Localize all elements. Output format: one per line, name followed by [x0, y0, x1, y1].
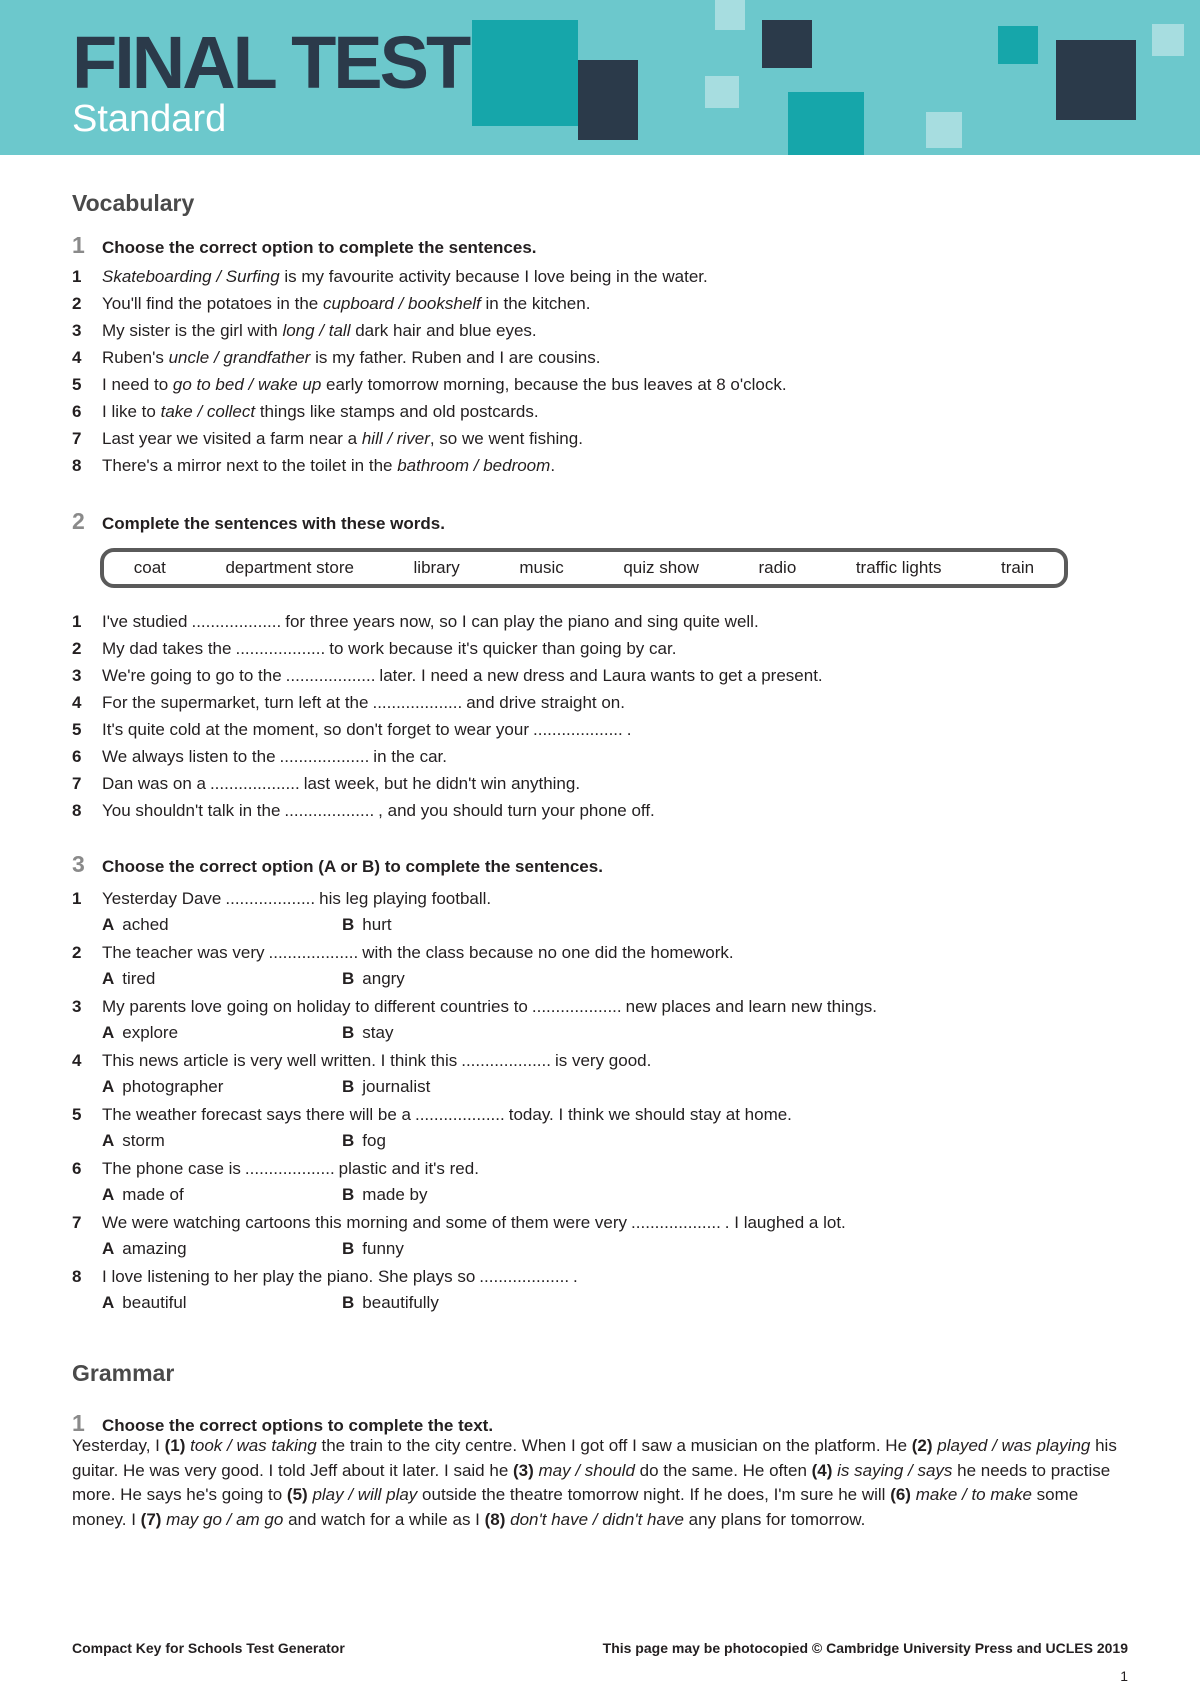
sentence-text [102, 456, 555, 476]
sentence-fragment: My sister is the girl with [102, 320, 283, 340]
sentence-text [102, 429, 583, 449]
option-a [102, 915, 342, 935]
option-a [102, 1077, 342, 1097]
decor-square [788, 92, 864, 155]
exercise-instruction: Complete the sentences with these words. [102, 514, 445, 533]
text-fragment: outside the theatre tomorrow night. If he does, I'm sure he will [417, 1485, 891, 1505]
sentence-fragment: My dad takes the [102, 638, 232, 658]
option-b [342, 1023, 582, 1043]
item-number: 2 [72, 638, 82, 658]
section-heading-vocabulary: Vocabulary [72, 190, 195, 216]
exercise-instruction: Choose the correct option (A or B) to complete the sentences. [102, 857, 603, 876]
text-fragment: his guitar. He was very good. I told Jeff about it later. I said he [72, 1436, 1117, 1480]
sentence-fragment: today. I think we should stay at home. [508, 1104, 792, 1124]
sentence-fragment: is very good. [554, 1050, 652, 1070]
sentence-fragment: things like stamps and old postcards. [255, 401, 539, 421]
sentence-item [72, 716, 631, 743]
option-text: beautiful [122, 1293, 187, 1312]
option-letter: B [342, 969, 355, 988]
sentence-fragment: Yesterday Dave [102, 888, 222, 908]
option-b [342, 1293, 582, 1313]
word-option: coat [133, 558, 166, 577]
option-choice: play / will play [312, 1485, 418, 1505]
sentence-text [102, 889, 491, 909]
sentence-text [102, 294, 590, 314]
decor-square [1152, 24, 1184, 56]
answer-blank: ................... [209, 773, 300, 793]
option-text: amazing [122, 1239, 187, 1258]
sentence-fragment: , and you should turn your phone off. [378, 800, 655, 820]
footer-source: Compact Key for Schools Test Generator [72, 1640, 345, 1656]
sentence-item [72, 635, 676, 662]
sentence-fragment: I love listening to her play the piano. She plays so [102, 1266, 476, 1286]
option-choice: took / was taking [190, 1436, 317, 1455]
text-fragment: the train to the city centre. When I got off I saw a musician on the platform. He [316, 1436, 912, 1455]
option-letter: B [342, 1077, 355, 1096]
gap-number: (2) [911, 1436, 933, 1455]
option-choice: is saying / says [837, 1460, 953, 1480]
option-text: explore [122, 1023, 179, 1042]
footer-copyright: This page may be photocopied © Cambridge University Press and UCLES 2019 [602, 1640, 1128, 1656]
sentence-text [102, 639, 676, 659]
sentence-text [102, 375, 787, 395]
sentence-fragment: dark hair and blue eyes. [350, 320, 537, 340]
option-choice: make / to make [915, 1485, 1032, 1505]
option-text: stay [362, 1023, 394, 1042]
sentence-fragment: For the supermarket, turn left at the [102, 692, 369, 712]
page-title: FINAL TEST [72, 21, 469, 104]
option-choice: may go / am go [166, 1509, 284, 1529]
sentence-fragment: last week, but he didn't win anything. [303, 773, 581, 793]
sentence-fragment: I need to [102, 374, 173, 394]
answer-options [102, 1236, 582, 1262]
sentence-fragment: This news article is very well written. I think this [102, 1050, 458, 1070]
decor-square [705, 76, 739, 108]
item-number: 8 [72, 1266, 82, 1286]
sentence-item [72, 770, 580, 797]
option-letter: A [102, 1077, 115, 1096]
exercise-number: 1 [72, 232, 85, 258]
option-a [102, 1185, 342, 1205]
option-text: funny [362, 1239, 404, 1258]
answer-blank: ................... [191, 611, 282, 631]
sentence-fragment: early tomorrow morning, because the bus leaves at 8 o'clock. [321, 374, 787, 394]
answer-blank: ................... [372, 692, 463, 712]
gap-number: (7) [140, 1509, 162, 1529]
exercise-instruction: Choose the correct options to complete the text. [102, 1416, 494, 1435]
sentence-item [72, 743, 447, 770]
option-text: hurt [362, 915, 392, 934]
sentence-fragment: , so we went fishing. [429, 428, 583, 448]
item-number: 6 [72, 401, 82, 421]
exercise-header [72, 232, 537, 259]
option-letter: A [102, 1293, 115, 1312]
sentence-item [72, 1209, 846, 1236]
option-choice: hill / river [361, 428, 430, 448]
sentence-fragment: We're going to go to the [102, 665, 282, 685]
option-choice: long / tall [282, 320, 351, 340]
sentence-fragment: My parents love going on holiday to different countries to [102, 996, 528, 1016]
decor-square [762, 20, 812, 68]
answer-blank: ................... [279, 746, 370, 766]
sentence-item [72, 689, 625, 716]
sentence-fragment: We always listen to the [102, 746, 276, 766]
item-number: 4 [72, 347, 82, 367]
word-box [100, 548, 1068, 588]
option-letter: A [102, 1185, 115, 1204]
answer-blank: ................... [225, 888, 316, 908]
sentence-fragment: and drive straight on. [466, 692, 625, 712]
word-option: department store [225, 558, 354, 577]
sentence-text [102, 1159, 479, 1179]
section-heading-grammar: Grammar [72, 1360, 175, 1386]
option-letter: B [342, 1239, 355, 1258]
sentence-text [102, 1105, 792, 1125]
sentence-fragment: with the class because no one did the homework. [362, 942, 734, 962]
item-number: 5 [72, 1104, 82, 1124]
sentence-item [72, 344, 600, 371]
item-number: 7 [72, 773, 82, 793]
sentence-text [102, 720, 631, 740]
sentence-item [72, 1047, 651, 1074]
sentence-fragment: later. I need a new dress and Laura wants to get a present. [379, 665, 823, 685]
exercise-number: 2 [72, 508, 85, 534]
option-choice: go to bed / wake up [172, 374, 322, 394]
sentence-fragment: You shouldn't talk in the [102, 800, 281, 820]
exercise-header [72, 851, 603, 878]
sentence-text [102, 321, 537, 341]
gap-number: (1) [164, 1436, 186, 1455]
answer-blank: ................... [235, 638, 326, 658]
header-banner [0, 0, 1200, 155]
option-choice: uncle / grandfather [168, 347, 311, 367]
option-letter: A [102, 915, 115, 934]
option-letter: A [102, 1239, 115, 1258]
item-number: 3 [72, 996, 82, 1016]
answer-options [102, 1182, 582, 1208]
option-a [102, 969, 342, 989]
answer-options [102, 1128, 582, 1154]
decor-square [1056, 40, 1136, 120]
option-b [342, 1131, 582, 1151]
option-letter: A [102, 1023, 115, 1042]
text-fragment: do the same. He often [634, 1460, 812, 1480]
item-number: 8 [72, 455, 82, 475]
sentence-text [102, 774, 580, 794]
option-text: ached [122, 915, 169, 934]
option-choice: cupboard / bookshelf [322, 293, 481, 313]
gap-number: (5) [286, 1485, 308, 1505]
item-number: 8 [72, 800, 82, 820]
sentence-fragment: is my favourite activity because I love being in the water. [279, 266, 708, 286]
word-option: quiz show [623, 558, 699, 577]
exercise-header [72, 1410, 493, 1437]
option-choice: bathroom / bedroom [397, 455, 551, 475]
sentence-fragment: Ruben's [102, 347, 169, 367]
answer-blank: ................... [461, 1050, 551, 1070]
item-number: 7 [72, 428, 82, 448]
answer-options [102, 912, 582, 938]
item-number: 4 [72, 1050, 82, 1070]
decor-square [998, 26, 1038, 64]
gap-number: (8) [484, 1509, 506, 1529]
option-text: beautifully [362, 1293, 439, 1312]
item-number: 7 [72, 1212, 82, 1232]
sentence-item [72, 425, 583, 452]
sentence-item [72, 1263, 578, 1290]
option-a [102, 1239, 342, 1259]
option-b [342, 1239, 582, 1259]
sentence-fragment: I've studied [102, 611, 188, 631]
option-letter: B [342, 1023, 355, 1042]
option-text: tired [122, 969, 156, 988]
sentence-fragment: to work because it's quicker than going by car. [329, 638, 677, 658]
exercise-number: 3 [72, 851, 85, 877]
option-text: fog [362, 1131, 386, 1150]
sentence-text [102, 1267, 578, 1287]
sentence-item [72, 290, 590, 317]
page-subtitle: Standard [72, 98, 227, 140]
option-text: journalist [362, 1077, 431, 1096]
option-b [342, 969, 582, 989]
sentence-text [102, 747, 447, 767]
option-a [102, 1023, 342, 1043]
gap-number: (6) [890, 1485, 911, 1505]
option-choice: played / was playing [937, 1436, 1091, 1455]
text-fragment: some money. I [72, 1485, 1079, 1529]
option-b [342, 1077, 582, 1097]
answer-blank: ................... [284, 800, 375, 820]
item-number: 5 [72, 374, 82, 394]
answer-blank: ................... [414, 1104, 505, 1124]
item-number: 1 [72, 266, 82, 286]
word-option: music [519, 558, 564, 577]
exercise-instruction: Choose the correct option to complete the sentences. [102, 238, 537, 257]
option-b [342, 915, 582, 935]
sentence-text [102, 267, 708, 287]
sentence-fragment: The phone case is [102, 1158, 241, 1178]
sentence-text [102, 348, 600, 368]
sentence-fragment: . I laughed a lot. [724, 1212, 846, 1232]
sentence-fragment: The teacher was very [102, 942, 265, 962]
page-number: 1 [1120, 1668, 1128, 1684]
sentence-fragment: . [573, 1266, 578, 1286]
text-fragment: any plans for tomorrow. [683, 1509, 866, 1529]
item-number: 6 [72, 746, 82, 766]
decor-square [926, 112, 962, 148]
sentence-item [72, 608, 759, 635]
option-choice: Skateboarding / Surfing [102, 266, 280, 286]
answer-options [102, 1290, 582, 1316]
option-b [342, 1185, 582, 1205]
text-fragment: Yesterday, I [72, 1436, 165, 1455]
answer-blank: ................... [268, 942, 359, 962]
sentence-fragment: We were watching cartoons this morning and some of them were very [102, 1212, 628, 1232]
sentence-item [72, 1155, 479, 1182]
sentence-text [102, 1051, 651, 1071]
word-option: traffic lights [855, 558, 942, 577]
sentence-item [72, 317, 537, 344]
option-letter: A [102, 1131, 115, 1150]
sentence-item [72, 371, 787, 398]
option-letter: B [342, 1131, 355, 1150]
answer-blank: ................... [244, 1158, 335, 1178]
item-number: 1 [72, 888, 82, 908]
decor-square [472, 20, 578, 126]
gap-number: (4) [811, 1460, 833, 1480]
answer-options [102, 1074, 582, 1100]
option-letter: A [102, 969, 115, 988]
word-option: train [1001, 558, 1035, 577]
sentence-item [72, 662, 823, 689]
option-text: made of [122, 1185, 184, 1204]
text-fragment: and watch for a while as I [283, 1509, 485, 1529]
option-a [102, 1131, 342, 1151]
option-choice: may / should [538, 1460, 635, 1480]
sentence-text [102, 612, 759, 632]
option-choice: don't have / didn't have [510, 1509, 684, 1529]
sentence-text [102, 1213, 846, 1233]
sentence-fragment: There's a mirror next to the toilet in the [102, 455, 398, 475]
answer-blank: ................... [531, 996, 622, 1016]
gap-number: (3) [513, 1460, 534, 1480]
item-number: 4 [72, 692, 82, 712]
sentence-text [102, 997, 877, 1017]
answer-blank: ................... [533, 719, 623, 739]
sentence-fragment: I like to [102, 401, 161, 421]
option-letter: B [342, 915, 355, 934]
option-text: storm [122, 1131, 165, 1150]
sentence-item [72, 1101, 792, 1128]
sentence-item [72, 797, 655, 824]
sentence-fragment: his leg playing football. [319, 888, 492, 908]
text-fragment: he needs to practise more. He says he's going to [72, 1460, 1111, 1505]
sentence-item [72, 939, 734, 966]
sentence-text [102, 943, 734, 963]
answer-blank: ................... [631, 1212, 721, 1232]
option-a [102, 1293, 342, 1313]
sentence-text [102, 693, 625, 713]
sentence-item [72, 263, 708, 290]
sentence-item [72, 452, 555, 479]
sentence-fragment: in the kitchen. [480, 293, 591, 313]
sentence-fragment: for three years now, so I can play the piano and sing quite well. [285, 611, 759, 631]
exercise-header [72, 508, 445, 535]
item-number: 5 [72, 719, 82, 739]
word-option: library [413, 558, 460, 577]
sentence-item [72, 993, 877, 1020]
sentence-text [102, 666, 823, 686]
option-text: photographer [122, 1077, 224, 1096]
sentence-fragment: is my father. Ruben and I are cousins. [310, 347, 601, 367]
option-choice: take / collect [160, 401, 256, 421]
sentence-fragment: It's quite cold at the moment, so don't forget to wear your [102, 719, 529, 739]
sentence-fragment: Dan was on a [102, 773, 206, 793]
grammar-text [72, 1434, 1128, 1532]
answer-blank: ................... [285, 665, 376, 685]
item-number: 2 [72, 942, 82, 962]
option-letter: B [342, 1293, 355, 1312]
answer-blank: ................... [479, 1266, 570, 1286]
option-letter: B [342, 1185, 355, 1204]
option-text: angry [362, 969, 405, 988]
item-number: 3 [72, 320, 82, 340]
item-number: 1 [72, 611, 82, 631]
sentence-fragment: new places and learn new things. [625, 996, 878, 1016]
sentence-text [102, 801, 655, 821]
item-number: 6 [72, 1158, 82, 1178]
sentence-fragment: . [550, 455, 556, 475]
decor-square [715, 0, 745, 30]
sentence-fragment: plastic and it's red. [338, 1158, 479, 1178]
sentence-fragment: . [626, 719, 632, 739]
sentence-item [72, 398, 539, 425]
answer-options [102, 966, 582, 992]
word-option: radio [758, 558, 797, 577]
sentence-item [72, 885, 491, 912]
sentence-fragment: The weather forecast says there will be a [102, 1104, 411, 1124]
sentence-text [102, 402, 539, 422]
item-number: 2 [72, 293, 82, 313]
answer-options [102, 1020, 582, 1046]
sentence-fragment: in the car. [373, 746, 448, 766]
option-text: made by [362, 1185, 428, 1204]
sentence-fragment: You'll find the potatoes in the [102, 293, 323, 313]
exercise-number: 1 [72, 1410, 85, 1436]
decor-square [578, 60, 638, 140]
item-number: 3 [72, 665, 82, 685]
sentence-fragment: Last year we visited a farm near a [102, 428, 362, 448]
